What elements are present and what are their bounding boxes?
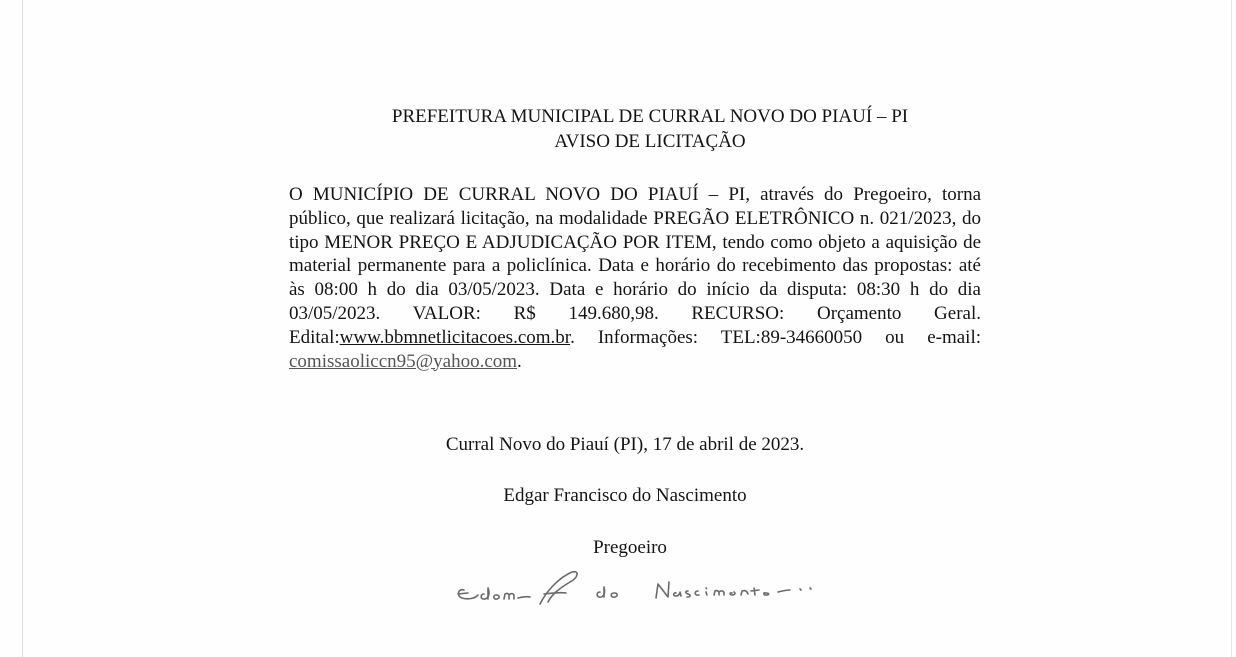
- notice-text-end: .: [517, 350, 522, 372]
- email-link[interactable]: comissaoliccn95@yahoo.com: [289, 350, 518, 372]
- scan-edge-right: [1231, 0, 1232, 657]
- notice-title: AVISO DE LICITAÇÃO: [554, 131, 746, 152]
- signer-name: Edgar Francisco do Nascimento: [503, 485, 747, 506]
- signer-role: Pregoeiro: [593, 537, 667, 558]
- notice-heading: [300, 104, 1000, 154]
- handwritten-signature: [448, 560, 878, 610]
- municipality-title: PREFEITURA MUNICIPAL DE CURRAL NOVO DO PIAUÍ – PI: [391, 106, 909, 127]
- notice-text-main: O MUNICÍPIO DE CURRAL NOVO DO PIAUÍ – PI, através do Pregoeiro, torna público, que realizará licitação, na modalidade PREGÃO ELETRÔNICO n. 021/2023, do tipo MENOR PREÇO E ADJUDICAÇÃO POR ITEM, tendo como objeto a aquisição de material permanente para a policlínica. Data e horário do recebimento das propostas: até às 08:00 h do dia 03/05/2023. Data e horário do início da disputa: 08:30 h do dia 03/05/2023. VALOR: R$ 149.680,98. RECURSO: Orçamento Geral. Edital:: [289, 184, 981, 348]
- website-link[interactable]: www.bbmnetlicitacoes.com.br: [339, 326, 571, 348]
- place-and-date: Curral Novo do Piauí (PI), 17 de abril de 2023.: [445, 434, 805, 455]
- notice-body: [289, 183, 981, 373]
- notice-text-contact: . Informações: TEL:89-34660050 ou e-mail:: [570, 326, 981, 348]
- scan-edge-left: [22, 0, 23, 657]
